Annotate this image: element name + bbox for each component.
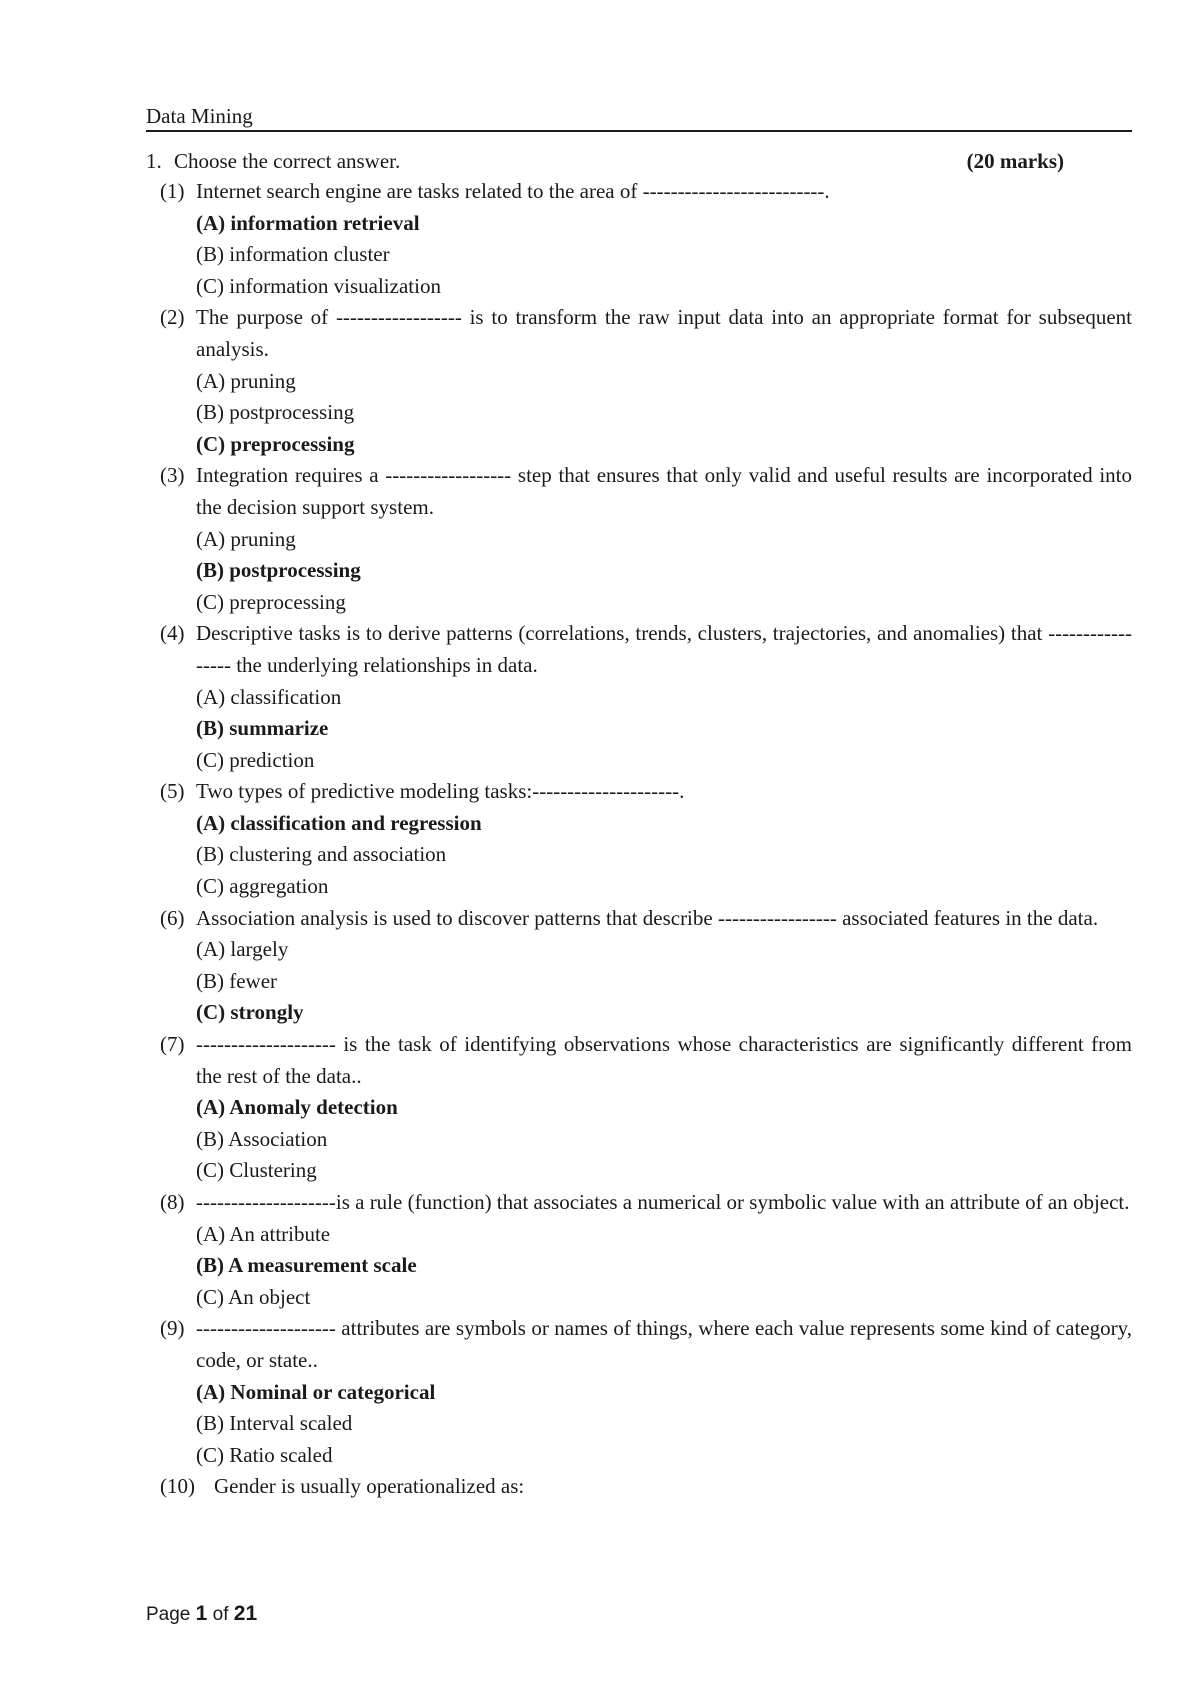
question-number: (1) <box>160 179 185 203</box>
question-number: (5) <box>160 779 185 804</box>
question-item <box>146 1471 1132 1503</box>
question-number: (6) <box>160 905 185 930</box>
question-number: (4) <box>160 621 185 646</box>
answer-option-correct: (A) classification and regression <box>196 810 482 835</box>
question-item <box>146 1187 1132 1313</box>
answer-option: (A) pruning <box>196 526 296 551</box>
answer-option: (B) fewer <box>196 968 278 993</box>
question-item <box>146 1313 1132 1471</box>
question-text: --------------------is a rule (function) that associates a numerical or symbolic value with an attribute of an object. <box>196 1190 1130 1214</box>
answer-option-correct: (C) preprocessing <box>196 431 355 456</box>
question-stem <box>146 1313 1132 1376</box>
question-item <box>146 302 1132 460</box>
section-marks: (20 marks) <box>966 149 1064 173</box>
question-item <box>146 176 1132 302</box>
question-stem <box>146 1029 1132 1092</box>
question-number: (3) <box>160 463 185 488</box>
question-text: Gender is usually operationalized as: <box>214 1474 525 1499</box>
question-text: Descriptive tasks is to derive patterns (correlations, trends, clusters, trajectories, and anomalies) that ----------------- the underlying relationships in data. <box>196 621 1132 677</box>
answer-option: (A) An attribute <box>196 1221 331 1246</box>
question-item <box>146 776 1132 902</box>
question-number: (2) <box>160 305 185 330</box>
answer-option-correct: (C) strongly <box>196 1000 304 1025</box>
question-number: (8) <box>160 1190 185 1214</box>
header-title: Data Mining <box>146 104 253 128</box>
answer-option: (C) Clustering <box>196 1158 317 1183</box>
answer-option: (B) postprocessing <box>196 400 355 425</box>
question-number: (7) <box>160 1032 185 1057</box>
answer-option: (C) An object <box>196 1284 311 1309</box>
answer-option-correct: (B) postprocessing <box>196 558 361 583</box>
section-instruction: Choose the correct answer. <box>174 149 401 173</box>
answer-option-correct: (B) summarize <box>196 716 329 741</box>
page-header <box>146 100 1132 132</box>
question-number: (10) <box>160 1474 195 1499</box>
answer-option-correct: (B) A measurement scale <box>196 1253 417 1278</box>
question-text: Internet search engine are tasks related to the area of --------------------------. <box>196 179 830 203</box>
question-number: (9) <box>160 1316 185 1341</box>
question-item <box>146 460 1132 618</box>
answer-option: (C) aggregation <box>196 874 329 899</box>
answer-option: (B) Interval scaled <box>196 1411 353 1436</box>
page-footer <box>146 1602 257 1627</box>
question-text: The purpose of ------------------ is to transform the raw input data into an appropriate format for subsequent analysis. <box>196 305 1132 361</box>
question-stem <box>146 176 1132 208</box>
question-stem <box>146 1187 1132 1219</box>
answer-option: (A) largely <box>196 937 289 962</box>
question-stem <box>146 903 1132 935</box>
question-text: -------------------- attributes are symbols or names of things, where each value represents some kind of category, code, or state.. <box>196 1316 1132 1372</box>
question-stem <box>146 460 1132 523</box>
page-total: 21 <box>233 1602 258 1625</box>
answer-option-correct: (A) Nominal or categorical <box>196 1379 436 1404</box>
question-stem <box>146 302 1132 365</box>
section-heading <box>146 146 1064 176</box>
answer-option: (B) Association <box>196 1126 328 1151</box>
answer-option: (A) pruning <box>196 368 296 393</box>
answer-option: (C) Ratio scaled <box>196 1442 333 1467</box>
answer-option: (B) clustering and association <box>196 842 447 867</box>
answer-option: (C) preprocessing <box>196 589 346 614</box>
question-list <box>146 176 1132 1503</box>
question-item <box>146 903 1132 1029</box>
answer-option: (C) prediction <box>196 747 315 772</box>
section-number: 1. <box>146 149 162 173</box>
question-text: -------------------- is the task of identifying observations whose characteristics are significantly different from the rest of the data.. <box>196 1032 1132 1088</box>
page-number: 1 <box>195 1602 208 1625</box>
question-stem <box>146 618 1132 681</box>
of-label: of <box>212 1604 229 1625</box>
question-text: Integration requires a ------------------ step that ensures that only valid and useful results are incorporated into the decision support system. <box>196 463 1132 519</box>
question-stem <box>146 776 1132 808</box>
answer-option: (B) information cluster <box>196 242 390 267</box>
question-text: Association analysis is used to discover patterns that describe ----------------- associated features in the data. <box>196 905 1099 930</box>
question-item <box>146 1029 1132 1187</box>
answer-option: (C) information visualization <box>196 273 441 298</box>
page-label: Page <box>146 1604 191 1625</box>
question-text: Two types of predictive modeling tasks:---------------------. <box>196 779 685 804</box>
question-stem <box>146 1471 1132 1503</box>
answer-option-correct: (A) Anomaly detection <box>196 1095 398 1120</box>
question-item <box>146 618 1132 776</box>
answer-option: (A) classification <box>196 684 342 709</box>
answer-option-correct: (A) information retrieval <box>196 210 420 235</box>
